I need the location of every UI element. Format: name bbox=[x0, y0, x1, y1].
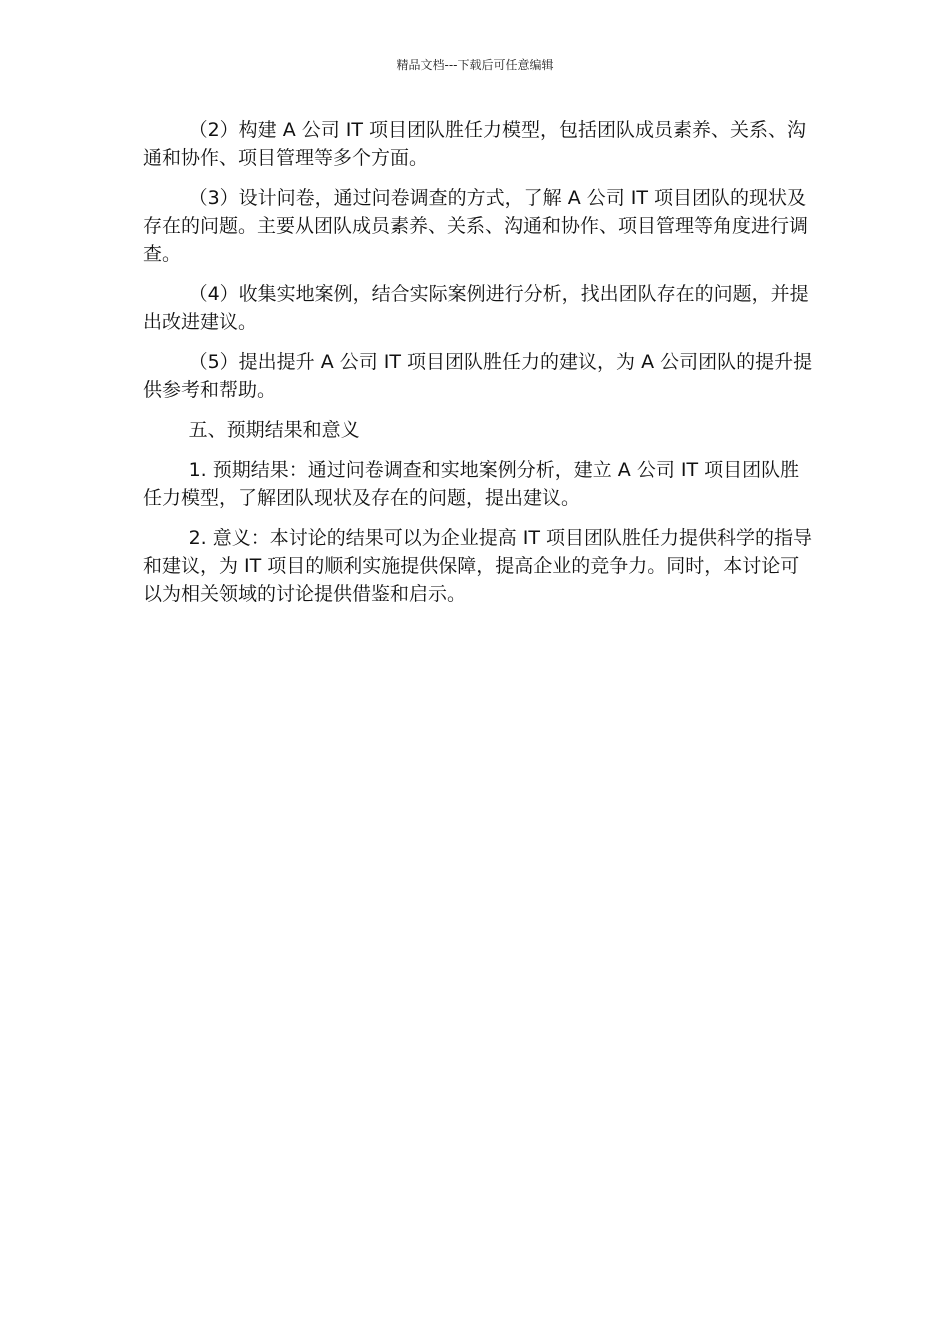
page-header: 精品文档---下载后可任意编辑 bbox=[396, 58, 554, 72]
section-heading: 五、预期结果和意义 bbox=[188, 419, 360, 441]
document-body bbox=[143, 116, 815, 620]
paragraph-item-5: （5）提出提升 A 公司 IT 项目团队胜任力的建议，为 A 公司团队的提升提供参考和帮助。 bbox=[143, 351, 813, 401]
paragraph-item-2: （2）构建 A 公司 IT 项目团队胜任力模型，包括团队成员素养、关系、沟通和协作、项目管理等多个方面。 bbox=[143, 119, 807, 169]
significance-paragraph: 2. 意义：本讨论的结果可以为企业提高 IT 项目团队胜任力提供科学的指导和建议，为 IT 项目的顺利实施提供保障，提高企业的竞争力。同时，本讨论可以为相关领域的讨论提供借鉴和启示。 bbox=[143, 527, 813, 605]
expected-results-paragraph: 1. 预期结果：通过问卷调查和实地案例分析，建立 A 公司 IT 项目团队胜任力模型，了解团队现状及存在的问题，提出建议。 bbox=[143, 459, 800, 509]
paragraph-item-3: （3）设计问卷，通过问卷调查的方式，了解 A 公司 IT 项目团队的现状及存在的问题。主要从团队成员素养、关系、沟通和协作、项目管理等角度进行调查。 bbox=[143, 187, 809, 265]
paragraph-item-4: （4）收集实地案例，结合实际案例进行分析，找出团队存在的问题，并提出改进建议。 bbox=[143, 283, 809, 333]
